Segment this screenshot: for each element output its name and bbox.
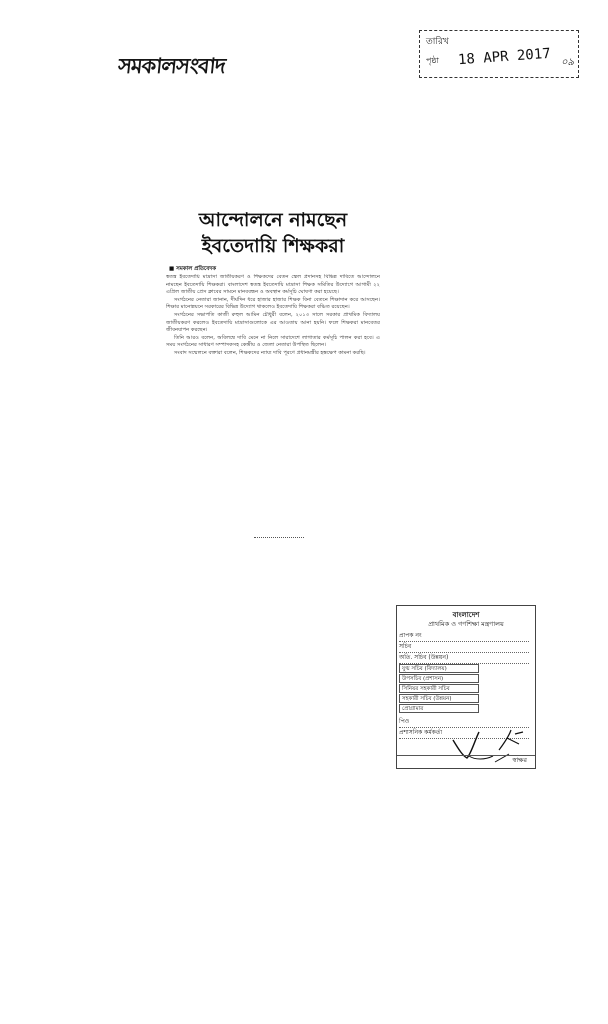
routing-slip-row: উপসচিব (প্রশাসন) bbox=[399, 674, 479, 683]
article-paragraph: সংবাদ সম্মেলনে বক্তারা বলেন, শিক্ষকদের ন্যায্য দাবি পূরণে প্রধানমন্ত্রীর হস্তক্ষেপ কামনা করছি। bbox=[174, 349, 366, 356]
headline-line-2: ইবতেদায়ি শিক্ষকরা bbox=[201, 235, 345, 257]
article-paragraph: স্বতন্ত্র ইবতেদায়ি মাদ্রাসা জাতীয়করণ ও শিক্ষকদের বেতন স্কেল প্রদানসহ বিভিন্ন দাবিতে আন্দোলনে নামছেন ইবতেদায়ি শিক্ষকরা। বাংলাদেশ স্বতন্ত্র ইবতেদায়ি মাদ্রাসা শিক্ষক সমিতির উদ্যোগে আগামী ২২ এপ্রিল জাতীয় প্রেস ক্লাবের সামনে মানববন্ধন ও অবস্থান কর্মসূচি ঘোষণা করা হয়েছে। bbox=[166, 274, 380, 296]
routing-slip-line: পিও bbox=[399, 716, 529, 728]
routing-slip-line: অতি. সচিব (উন্নয়ন) bbox=[399, 652, 529, 664]
headline-line-1: আন্দোলনে নামছেন bbox=[198, 209, 348, 231]
routing-slip-line: প্রাপক নং bbox=[399, 630, 529, 642]
article-paragraph: সংগঠনের নেতারা জানান, দীর্ঘদিন ধরে হাজার হাজার শিক্ষক বিনা বেতনে শিক্ষাদান করে আসছেন। শিক্ষার মানোন্নয়নে সরকারের বিভিন্ন উদ্যোগ থাকলেও ইবতেদায়ি শিক্ষকরা বঞ্চিত রয়েছেন। bbox=[166, 296, 380, 311]
routing-slip-header: বাংলাদেশ bbox=[452, 611, 480, 619]
byline: ■ সমকাল প্রতিবেদক bbox=[169, 266, 217, 272]
routing-slip-line: প্রশাসনিক কর্মকর্তা bbox=[399, 727, 529, 739]
routing-slip-line: সচিব bbox=[399, 641, 529, 653]
article-body bbox=[166, 274, 380, 542]
date-stamp-page-number: ০৯ bbox=[561, 57, 574, 68]
date-stamp-date: 18 APR 2017 bbox=[457, 45, 552, 69]
date-stamp-page-label: পৃষ্ঠা bbox=[426, 56, 439, 65]
routing-slip-form bbox=[396, 605, 536, 769]
newspaper-clipping bbox=[166, 196, 380, 546]
masthead-logo: সমকালসংবাদ bbox=[116, 53, 227, 78]
routing-slip-row: সিনিয়র সহকারী সচিব bbox=[399, 684, 479, 693]
article-paragraph: সংগঠনের সভাপতি কাজী রুহুল আমিন চৌধুরী বলেন, ২০১৩ সালে সরকার প্রাথমিক বিদ্যালয় জাতীয়করণ করলেও ইবতেদায়ি মাদ্রাসাগুলোকে এর আওতায় আনা হয়নি। ফলে শিক্ষকরা মানবেতর জীবনযাপন করছেন। bbox=[166, 311, 380, 334]
date-stamp-date-label: তারিখ bbox=[426, 37, 449, 47]
routing-slip-row: সহকারী সচিব (উন্নয়ন) bbox=[399, 694, 479, 703]
article-paragraph: তিনি আরও বলেন, অবিলম্বে দাবি মেনে না নিলে সারাদেশে লাগাতার কর্মসূচি পালন করা হবে। এ সময় সংগঠনের সাধারণ সম্পাদকসহ কেন্দ্রীয় ও জেলা নেতারা উপস্থিত ছিলেন। bbox=[166, 334, 380, 349]
routing-slip-row: প্রোগ্রামার bbox=[399, 704, 479, 713]
routing-slip-row: যুগ্ম সচিব (বিদ্যালয়) bbox=[399, 664, 479, 673]
routing-slip-subheader: প্রাথমিক ও গণশিক্ষা মন্ত্রণালয় bbox=[428, 620, 504, 628]
routing-slip-footer: স্বাক্ষর bbox=[512, 756, 527, 764]
date-stamp bbox=[419, 30, 579, 78]
article-end-mark bbox=[254, 537, 304, 539]
